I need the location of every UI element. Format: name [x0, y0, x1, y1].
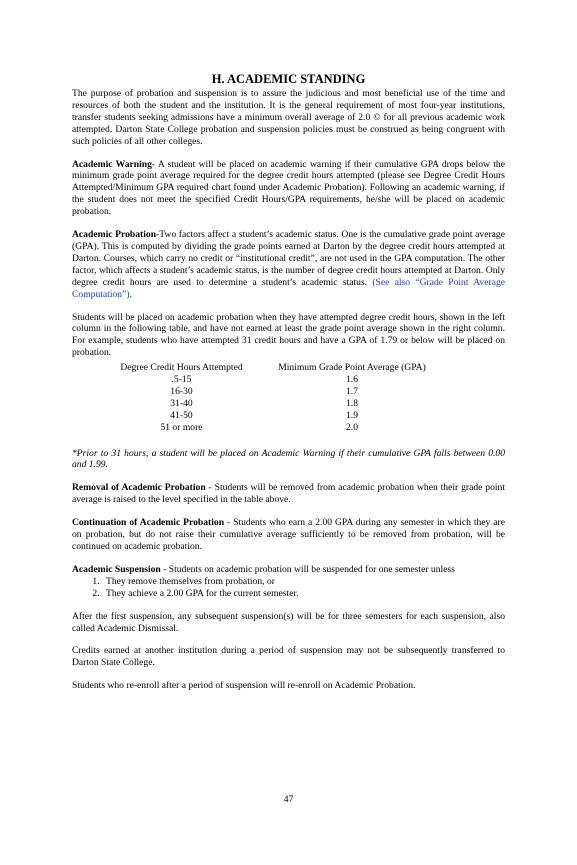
- academic-warning-paragraph: [72, 159, 505, 219]
- table-cell-gpa: 1.9: [346, 409, 358, 421]
- suspension-text: - Students on academic probation will be suspended for one semester unless: [160, 563, 455, 575]
- table-cell-hours: 31-40: [170, 397, 193, 409]
- suspension-conditions-list: [72, 576, 505, 600]
- list-item: 2. They achieve a 2.00 GPA for the current semester.: [102, 588, 505, 600]
- placement-paragraph: Students will be placed on academic probation when they have attempted degree credit hours, shown in the left column in the following table, and have not earned at least the grade point average shown in the right column. For example, students who have attempted 31 credit hours and have a GPA of 1.79 or below will be placed on probation.: [72, 311, 505, 359]
- gpa-requirements-table: [99, 362, 440, 433]
- document-body: [72, 88, 505, 703]
- table-cell-gpa: 1.7: [346, 385, 358, 397]
- suspension-heading: Academic Suspension: [72, 563, 161, 575]
- gpa-computation-link[interactable]: (See also “Grade Point Average Computation”).: [72, 276, 505, 300]
- academic-warning-heading: Academic Warning: [72, 158, 152, 170]
- table-row: [99, 398, 440, 410]
- academic-warning-text: - A student will be placed on academic warning if their cumulative GPA drops below the minimum grade point average required for the degree credit hours attempted (please see Degree Credit Hours Attempted/Minimum GPA required chart found under Academic Probation). Following an academic warning, if the student does not meet the specified Credit Hours/GPA requirements, he/she will be placed on academic probation.: [72, 158, 505, 218]
- table-cell-gpa: 2.0: [346, 421, 358, 433]
- removal-paragraph: [72, 482, 505, 506]
- continuation-text: - Students who earn a 2.00 GPA during any semester in which they are on probation, but do not raise their cumulative average sufficiently to be removed from probation, will be continued on academic probation.: [72, 517, 505, 552]
- table-cell-hours: .5-15: [171, 374, 192, 386]
- list-item: 1. They remove themselves from probation, or: [102, 576, 505, 588]
- continuation-heading: Continuation of Academic Probation: [72, 517, 225, 529]
- academic-probation-paragraph: [72, 229, 505, 300]
- intro-paragraph: The purpose of probation and suspension is to assure the judicious and most beneficial use of the time and resources of both the student and the institution. It is the general requirement of most four-year institutions, transfer students seeking admissions have a minimum overall average of 2.0 © for all previous academic work attempted. Darton State College probation and suspension policies must be construed as being congruent with such policies of all other colleges.: [72, 88, 505, 147]
- continuation-paragraph: [72, 517, 505, 553]
- table-row: [99, 410, 440, 422]
- section-title: H. ACADEMIC STANDING: [211, 72, 366, 86]
- warning-footnote: *Prior to 31 hours, a student will be placed on Academic Warning if their cumulative GPA falls between 0.00 and 1.99.: [72, 447, 505, 471]
- table-cell-hours: 41-50: [170, 409, 193, 421]
- table-row: [99, 386, 440, 398]
- reenroll-paragraph: Students who re-enroll after a period of suspension will re-enroll on Academic Probation.: [72, 680, 416, 692]
- table-header-hours: Degree Credit Hours Attempted: [120, 362, 243, 374]
- academic-probation-heading: Academic Probation: [72, 229, 157, 241]
- table-header-gpa: Minimum Grade Point Average (GPA): [278, 362, 426, 374]
- table-cell-hours: 51 or more: [160, 421, 203, 433]
- academic-probation-text: -Two factors affect a student’s academic status. One is the cumulative grade point average (GPA). This is computed by dividing the grade points earned at Darton by the degree credit hours attempted at Darton. Courses, which carry no credit or “institutional credit”, are not used in the GPA computation. The other factor, which affects a student’s academic status, is the number of degree credit hours attempted at Darton. Only degree credit hours are used to determine a student’s academic status.: [72, 229, 505, 288]
- removal-heading: Removal of Academic Probation: [72, 482, 206, 494]
- suspension-paragraph: [72, 564, 505, 576]
- table-header-row: [99, 362, 440, 374]
- removal-text: - Students will be removed from academic probation when their grade point average is raised to the level specified in the table above.: [72, 482, 505, 506]
- page-number: 47: [283, 794, 294, 805]
- after-suspension-paragraph: After the first suspension, any subsequent suspension(s) will be for three semesters for each suspension, also called Academic Dismissal.: [72, 610, 505, 634]
- credits-paragraph: Credits earned at another institution during a period of suspension may not be subsequently transferred to Darton State College.: [72, 645, 505, 669]
- table-row: [99, 374, 440, 386]
- table-row: [99, 422, 440, 434]
- table-cell-gpa: 1.8: [346, 397, 358, 409]
- table-cell-hours: 16-30: [170, 385, 193, 397]
- table-cell-gpa: 1.6: [346, 374, 358, 386]
